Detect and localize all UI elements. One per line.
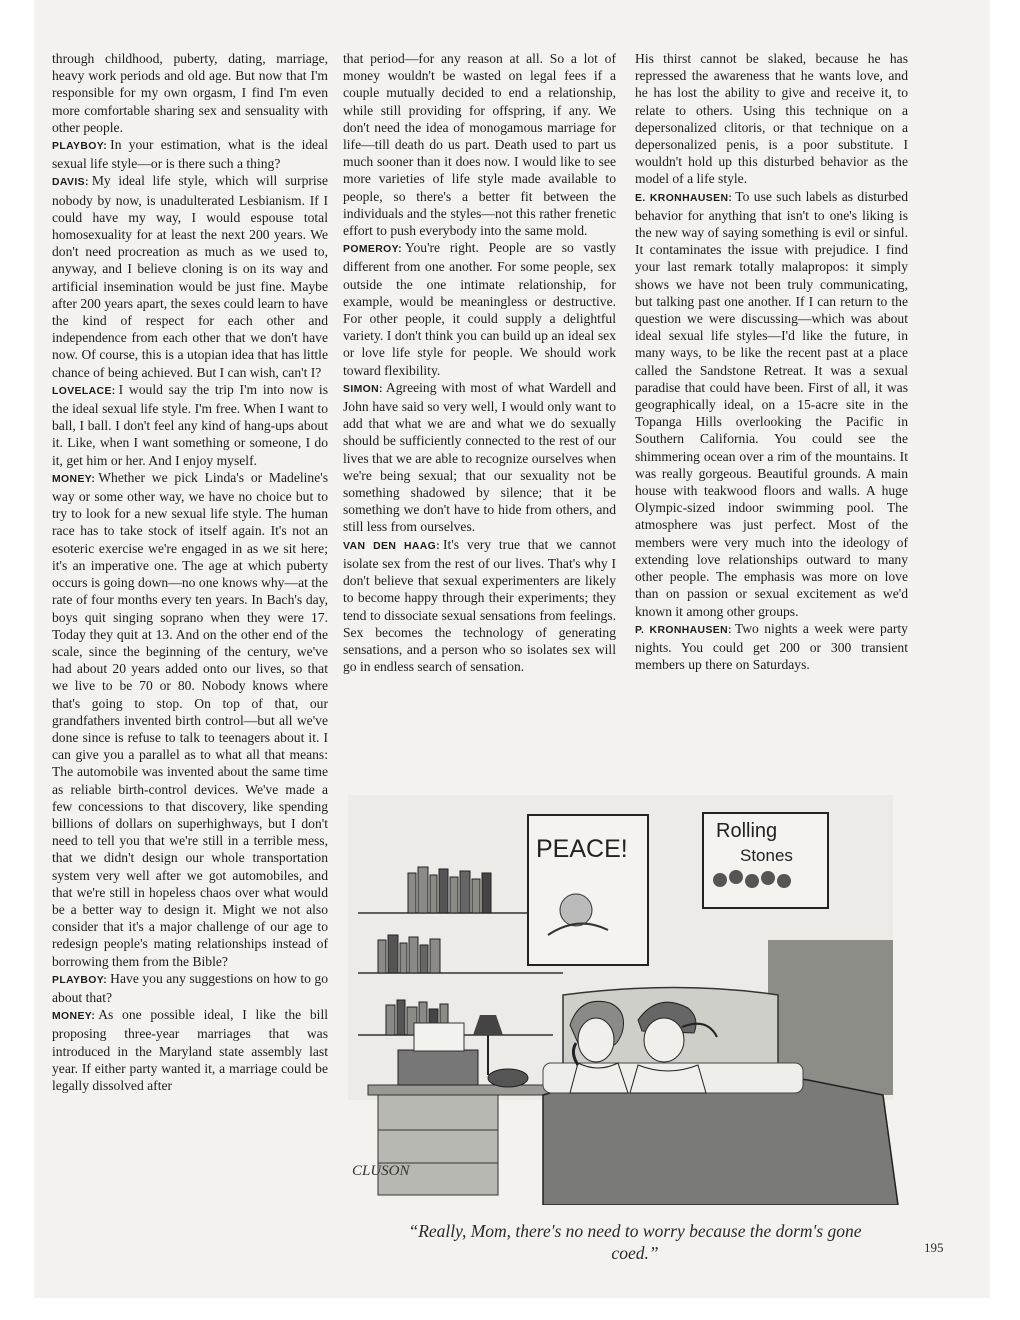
poster-band-line1: Rolling: [716, 820, 778, 842]
speaker-label: E. KRONHAUSEN:: [635, 192, 733, 204]
paragraph: [343, 50, 616, 239]
speaker-label: P. KRONHAUSEN:: [635, 624, 732, 636]
artist-signature: CLUSON: [352, 1163, 410, 1179]
speaker-label: SIMON:: [343, 383, 383, 395]
peace-poster: [528, 815, 648, 965]
typewriter: [398, 1050, 478, 1085]
paragraph: [343, 239, 616, 379]
telephone-base: [488, 1069, 528, 1087]
paragraph-text: His thirst cannot be slaked, because he has repressed the awareness that he wants love, and he has lost the ability to give and receive it, to relate to others. Using this technique on a depersonalized clitoris, or that technique on a depersonalized penis, is a poor substitute. I wouldn't hold up this disturbed behavior as the model of a life style.: [635, 51, 908, 187]
paragraph-text: In your estimation, what is the ideal sexual life style—or is there such a thing?: [52, 137, 328, 172]
paragraph-text: I would say the trip I'm into now is the ideal sexual life style. I'm free. When I want to ball, I ball. I don't feel any kind of hang-ups about it. Like, when I want something or someone, I do it, get him or her. And I enjoy myself.: [52, 381, 328, 468]
paragraph: [52, 136, 328, 172]
paragraph: [52, 50, 328, 136]
paragraph-text: My ideal life style, which will surprise nobody by now, is unadulterated Lesbianism. If I could have my way, I would espouse total homosexuality for at least the next 200 years. We don't need procreation as much as we used to, anyway, and I believe cloning is on its way and artificial insemination would be just fine. Maybe after 200 years apart, the sexes could learn to have the kind of respect for each other and independence from each other that we don't have now. Of course, this is a utopian idea that has little chance of being achieved. But I can wish, can't I?: [52, 173, 328, 380]
paper-sheet: [414, 1023, 464, 1051]
paragraph: [343, 379, 616, 536]
text-column-3: [635, 50, 908, 673]
cartoon-caption: “Really, Mom, there's no need to worry because the dorm's gone coed.”: [408, 1221, 862, 1263]
paragraph: [635, 50, 908, 188]
speaker-label: POMEROY:: [343, 244, 403, 256]
paragraph-text: Agreeing with most of what Wardell and John have said so very well, I would only want to add that what we are and what we do sexually should be sufficiently connected to the rest of our lives that we are able to recognize ourselves when we're being sexual; that our sexuality not be something shadowed by silence; that it be something we don't have to hide from others, and still less from ourselves.: [343, 379, 616, 535]
paragraph: [635, 620, 908, 674]
paragraph: [52, 381, 328, 469]
paragraph: [343, 536, 616, 676]
scan-border-bottom: [0, 1298, 1020, 1320]
poster-peace-text: PEACE!: [536, 835, 628, 863]
poster-band-line2: Stones: [740, 846, 793, 865]
paragraph-text: As one possible ideal, I like the bill proposing three-year marriages that was introduced in the Maryland state assembly last year. If either party wanted it, a marriage could be legally dissolved after: [52, 1007, 328, 1093]
scan-border-left: [0, 0, 34, 1320]
paragraph: [52, 1006, 328, 1094]
paragraph-text: It's very true that we cannot isolate sex from the rest of our lives. That's why I don't believe that sexual experimenters are likely to become happy through their experiments; they tend to dissociate sexual sensations from feelings. Sex becomes the technology of generating sensations, and a person who so isolates sex will go in endless search of sensation.: [343, 536, 616, 675]
paragraph: [52, 469, 328, 970]
cartoon-illustration: [338, 795, 913, 1205]
paragraph-text: Two nights a week were party nights. You could get 200 or 300 transient members up there on Saturdays.: [635, 620, 908, 673]
paragraph-text: that period—for any reason at all. So a lot of money wouldn't be wasted on legal fees if a couple mutually decided to end a relationship, while still providing for offspring, if any. We don't need the idea of monogamous marriage for life—till death do us part. Death used to part us much sooner than it does now. I would like to see more varieties of life style made available to people, so there's a better fit between the individuals and the styles—not this rather frenetic effort to push everybody into the same mold.: [343, 51, 616, 239]
paragraph: [52, 970, 328, 1006]
speaker-label: PLAYBOY:: [52, 141, 108, 153]
speaker-label: MONEY:: [52, 1011, 96, 1023]
paragraph: [52, 172, 328, 380]
text-column-1: [52, 50, 328, 1094]
paragraph-text: Whether we pick Linda's or Madeline's way or some other way, we have no choice but to try to look for a new sexual life style. The human race has to take stock of itself again. It's not an esoteric exercise we're engaged in as we sit here; it's an imperative one. The age at which puberty occurs is going down—no one knows why—at the rate of four months every ten years. In Bach's day, boys quit singing soprano when they were 17. Today they quit at 13. And on the other end of the scale, since the beginning of the century, we've had about 20 years added onto our lives, so that we live to be 70 or 80. Nobody knows where that's going to stop. On top of that, our grandfathers invented birth control—but all we've done since is refuse to talk to teenagers about it. I can give you a parallel as to what all that means: The automobile was invented about the same time as reliable birth-control devices. We've made a few concessions to that discovery, like spending billions of dollars on superhighways, but I don't need to tell you that we're still in a terrible mess, that we didn't design our whole transportation system very well after we got automobiles, and that we're still in hopeless chaos over what would be a better way to design it. Might we not also consider that it's a major challenge of our age to redesign people's mating relationships instead of borrowing them from the Bible?: [52, 469, 328, 969]
paragraph-text: You're right. People are so vastly different from one another. For some people, sex outside the one intimate relationship, for example, would be meaningless or destructive. For other people, it could supply a delightful variety. I don't think you can build up an ideal sex or love life style for people. We should work toward flexibility.: [343, 240, 616, 378]
speaker-label: LOVELACE:: [52, 385, 116, 397]
paragraph-text: To use such labels as disturbed behavior for anything that isn't to one's liking is the new way of saying something is evil or sinful. It contaminates the issue with prejudice. I find your last remark totally malapropos: it simply shows we have not been truly communicating, but talking past one another. If I can return to the question we were discussing—which was about ideal sexual life styles—I'd like the future, in many ways, to be like the recent past at a place called the Sandstone Retreat. It was a sexual paradise that could have been. First of all, it was geographically ideal, on a 15-acre site in the Topanga Hills overlooking the Pacific in Southern California. You could see the shimmering ocean over a rim of the mountains. It was really gorgeous. Beautiful grounds. A main house with teakwood floors and walls. A huge Olympic-sized indoor swimming pool. The atmosphere was just perfect. Most of the members were very much into the ideology of extending love relationships outward to many other people. The emphasis was more on love than on passion or sexual excitement as we'd known it among other groups.: [635, 188, 908, 619]
paragraph: [635, 188, 908, 620]
cartoon-drawing: [338, 795, 913, 1205]
speaker-label: DAVIS:: [52, 177, 89, 189]
page-number: 195: [924, 1240, 944, 1255]
speaker-label: MONEY:: [52, 473, 96, 485]
paragraph-text: Have you any suggestions on how to go about that?: [52, 970, 328, 1005]
speaker-label: PLAYBOY:: [52, 974, 108, 986]
speaker-label: VAN DEN HAAG:: [343, 540, 441, 552]
paragraph-text: through childhood, puberty, dating, marriage, heavy work periods and old age. But now that I'm responsible for my own orgasm, I find I'm even more comfortable sharing sex and sensuality with other people.: [52, 51, 328, 135]
scan-border-right: [990, 0, 1020, 1320]
band-poster: [703, 813, 828, 908]
text-column-2: [343, 50, 616, 675]
